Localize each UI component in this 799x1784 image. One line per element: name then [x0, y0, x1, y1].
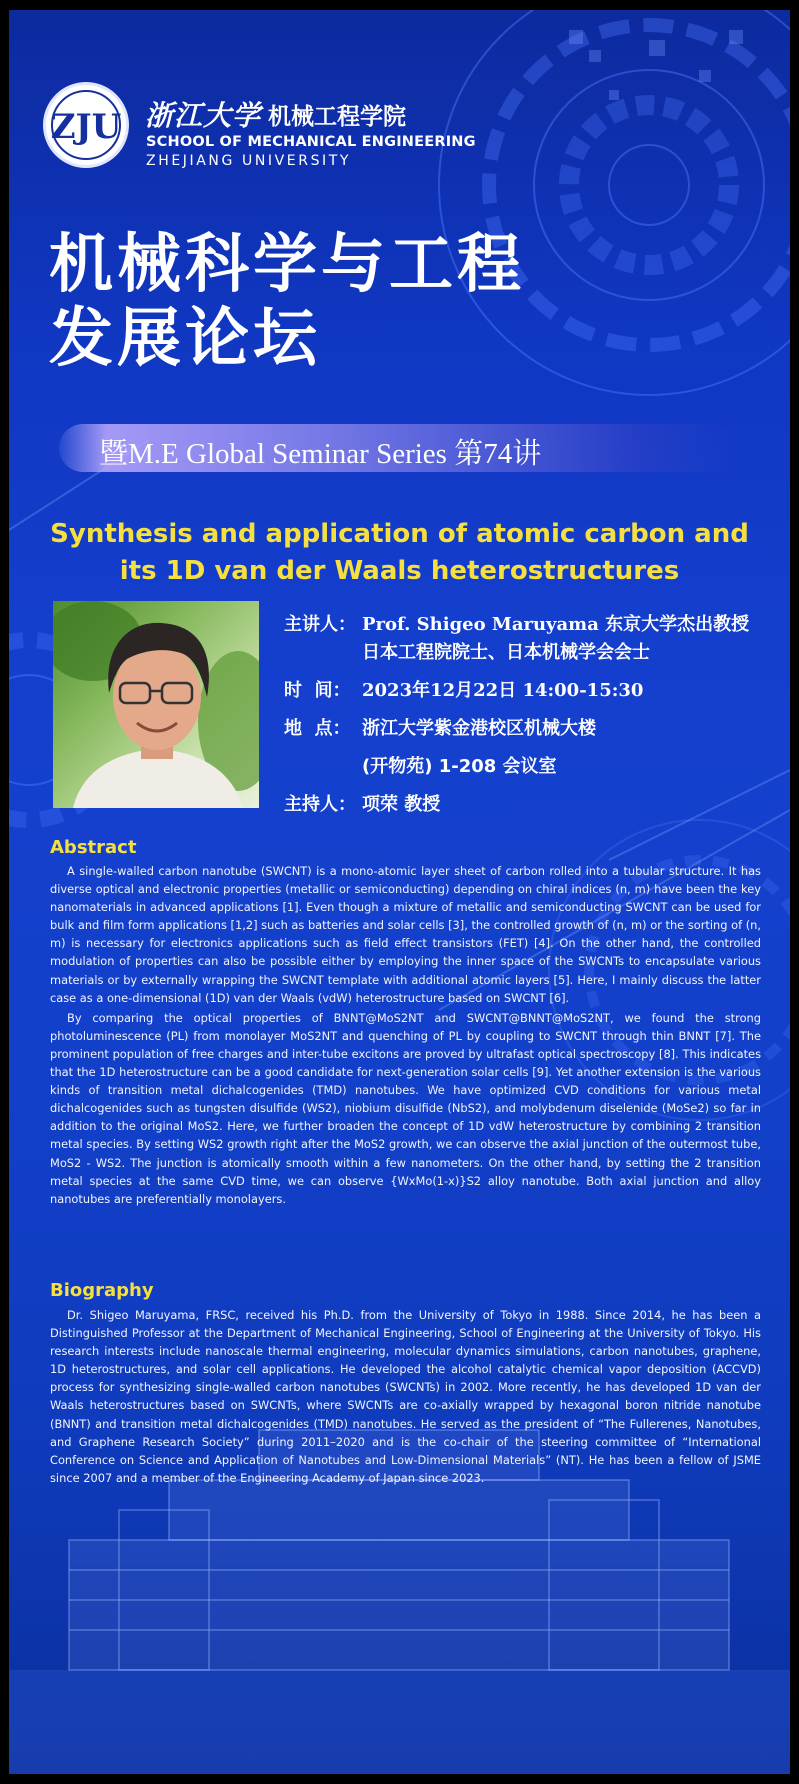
forum-title	[49, 228, 525, 376]
time-label: 时 间：	[284, 680, 351, 701]
place-value-line-1: 浙江大学紫金港校区机械大楼	[362, 718, 596, 739]
host-value: 项荣 教授	[362, 794, 441, 815]
speaker-label: 主讲人：	[284, 614, 356, 635]
abstract-paragraph-2: By comparing the optical properties of BNNT@MoS2NT and SWCNT@BNNT@MoS2NT, we found the strong photoluminescence (PL) from monolayer MoS2NT and quenching of PL by coupling to SWCNT through thin BNNT [7]. The prominent population of free charges and inter-tube excitons are proved by ultrafast optical spectroscopy [8]. This indicates that the 1D heterostructure can be a good candidate for next-generation solar cells [9]. Yet another extension is the various kinds of transition metal dichalcogenides (TMD) nanotubes. We have optimized CVD conditions for various metal dichalcogenides such as tungsten disulfide (WS2), niobium disulfide (NbS2), and molybdenum diselenide (MoSe2) so far in addition to the original MoS2. Here, we further broaden the concept of 1D vdW heterostructure by combining 2 transition metal species. By setting WS2 growth right after the MoS2 growth, we can observe the axial junction of the outermost tube, MoS2 - WS2. The junction is atomically smooth within a few nanometers. On the other hand, by setting the 2 transition metal species at the same CVD time, we can observe {WxMo(1-x)}S2 alloy nanotube. Both axial junction and alloy nanotubes are preferentially monolayers.	[50, 1010, 761, 1206]
talk-title-line-2: its 1D van der Waals heterostructures	[119, 556, 680, 586]
place-row	[284, 710, 764, 748]
poster	[9, 10, 790, 1774]
speaker-titles: 日本工程院院士、日本机械学会会士	[362, 642, 650, 663]
seminar-series-label: 暨M.E Global Seminar Series 第74讲	[99, 438, 542, 470]
host-row	[284, 786, 764, 824]
event-info	[284, 606, 764, 824]
university-name-en: ZHEJIANG UNIVERSITY	[146, 153, 352, 169]
abstract-body	[50, 862, 761, 1208]
biography-heading: Biography	[50, 1280, 154, 1301]
talk-title	[29, 516, 770, 590]
forum-title-line-1: 机械科学与工程	[49, 228, 525, 302]
abstract-heading: Abstract	[50, 837, 137, 858]
biography-body	[50, 1306, 761, 1487]
place-label: 地 点：	[284, 718, 351, 739]
time-row	[284, 672, 764, 710]
school-header	[43, 82, 563, 174]
university-calligraphy-logo: 浙江大学	[145, 99, 262, 132]
abstract-paragraph-1: A single-walled carbon nanotube (SWCNT) is a mono-atomic layer sheet of carbon rolled into a tubular structure. It has diverse optical and electronic properties (metallic or semiconducting) depending on chiral indices (n, m) have been the key nanomaterials in advanced applications [1]. Even though a mixture of metallic and semiconducting SWCNT can be used for bulk and film form applications [1,2] such as batteries and solar cells [3], the controlled growth of (n, m) or the sorting of (n, m) is necessary for electronics applications such as field effect transistors (FET) [4]. On the other hand, the controlled modulation of properties can also be possible either by employing the inner space of the SWCNTs to encapsulate various materials or by externally wrapping the SWCNT template with additional atomic layers [5]. Here, I mainly discuss the latter case as a one-dimensional (1D) van der Waals (vdW) heterostructure based on SWCNT [6].	[50, 864, 761, 1005]
school-name-cn: 机械工程学院	[268, 104, 406, 130]
speaker-name: Prof. Shigeo Maruyama 东京大学杰出教授	[362, 614, 750, 635]
school-name-en: SCHOOL OF MECHANICAL ENGINEERING	[146, 134, 476, 150]
seminar-series-banner	[59, 424, 739, 472]
biography-paragraph: Dr. Shigeo Maruyama, FRSC, received his Ph.D. from the University of Tokyo in 1988. Since 2014, he has been a Distinguished Professor at the Department of Mechanical Engineering, School of Engineering at the University of Tokyo. His research interests include nanoscale thermal engineering, molecular dynamics simulations, carbon nanotubes, graphene, 1D heterostructures, and solar cell applications. He developed the alcohol catalytic chemical vapor deposition (ACCVD) process for synthesizing single-walled carbon nanotubes (SWCNTs) in 2002. More recently, he has developed 1D van der Waals heterostructures based on SWCNTs, where SWCNTs are co-axially wrapped by hexagonal boron nitride nanotube (BNNT) and transition metal dichalcogenides (TMD) nanotubes. He served as the president of “The Fullerenes, Nanotubes, and Graphene Research Society” during 2011–2020 and is the co-chair of the steering committee of “International Conference on Science and Application of Nanotubes and Low-Dimensional Materials” (NT). He has been a fellow of JSME since 2007 and a member of the Engineering Academy of Japan since 2023.	[50, 1308, 761, 1485]
zju-emblem-logo: ZJU	[43, 82, 129, 168]
place-value-line-2: (开物苑) 1-208 会议室	[362, 756, 557, 777]
forum-title-line-2: 发展论坛	[49, 302, 321, 376]
time-value: 2023年12月22日 14:00-15:30	[362, 680, 644, 701]
talk-title-line-1: Synthesis and application of atomic carbon and	[50, 519, 749, 549]
host-label: 主持人：	[284, 794, 356, 815]
speaker-photo	[53, 601, 259, 808]
